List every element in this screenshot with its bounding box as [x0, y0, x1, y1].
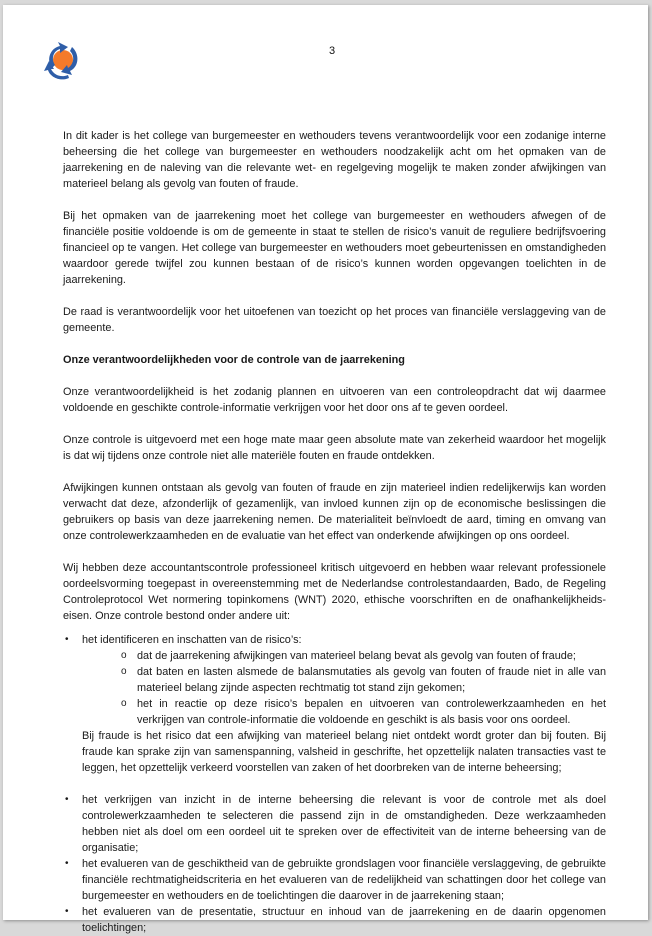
sub-bullet-icon: o: [121, 698, 127, 709]
sub-bullet-icon: o: [121, 666, 127, 677]
paragraph: Bij het opmaken van de jaarrekening moet het college van burgemeester en wethouders afwegen of de financiële positie voldoende is om de gemeente in staat te stellen de risico’s vanuit de reguliere bedrijfsvoering financieel op te vangen. Het college van burgemeester en wethouders moet gebeurtenissen en omstandigheden waardoor gerede twijfel zou kunnen bestaan of de risico’s kunnen worden opgevangen toelichten in de jaarrekening.: [63, 210, 606, 286]
document-body: [63, 128, 606, 936]
bullet-icon: •: [65, 634, 69, 645]
sub-list-item-text: het in reactie op deze risico’s bepalen en uitvoeren van controlewerkzaamheden en het verkrijgen van controle-informatie die voldoende en geschikt is als basis voor ons oordeel.: [137, 698, 606, 726]
sub-list-item: [121, 696, 606, 728]
list-item: [63, 632, 606, 776]
paragraph: Onze controle is uitgevoerd met een hoge mate maar geen absolute mate van zekerheid waardoor het mogelijk is dat wij tijdens onze controle niet alle materiële fouten en fraude ontdekken.: [63, 434, 606, 462]
bullet-list: [63, 632, 606, 936]
list-item: [63, 792, 606, 856]
circular-arrows-logo-icon: [42, 38, 82, 82]
list-item: [63, 856, 606, 904]
list-item: [63, 904, 606, 936]
list-item-text: het evalueren van de presentatie, structuur en inhoud van de jaarrekening en de daarin opgenomen toelichtingen;: [82, 906, 606, 934]
sub-list-item-text: dat baten en lasten alsmede de balansmutaties als gevolg van fouten of fraude niet in alle van materieel belang zijnde aspecten rechtmatig tot stand zijn gekomen;: [137, 666, 606, 694]
bullet-icon: •: [65, 906, 69, 917]
bullet-icon: •: [65, 794, 69, 805]
paragraph: De raad is verantwoordelijk voor het uitoefenen van toezicht op het proces van financiële verslaggeving van de gemeente.: [63, 306, 606, 334]
list-item-text: het identificeren en inschatten van de risico’s:: [82, 634, 302, 646]
sub-bullet-list: [82, 648, 606, 728]
paragraph: In dit kader is het college van burgemeester en wethouders tevens verantwoordelijk voor een zodanige interne beheersing die het college van burgemeester en wethouders noodzakelijk acht om het opmaken van de jaarrekening en de naleving van die relevante wet- en regelgeving mogelijk te maken zonder afwijkingen van materieel belang als gevolg van fouten of fraude.: [63, 130, 606, 190]
sub-bullet-icon: o: [121, 650, 127, 661]
paragraph: Wij hebben deze accountantscontrole professioneel kritisch uitgevoerd en hebben waar relevant professionele oordeelsvorming toegepast in overeenstemming met de Nederlandse controlestandaarden, Bado, de Regeling Controleprotocol Wet normering topinkomens (WNT) 2020, ethische voorschriften en de onafhankelijkheids-eisen. Onze controle bestond onder andere uit:: [63, 562, 606, 622]
sub-list-item-text: dat de jaarrekening afwijkingen van materieel belang bevat als gevolg van fouten of fraude;: [137, 650, 576, 662]
document-page: [3, 5, 648, 934]
fraud-note: Bij fraude is het risico dat een afwijking van materieel belang niet ontdekt wordt groter dan bij fouten. Bij fraude kan sprake zijn van samenspanning, valsheid in geschrifte, het opzettelijk nalaten transacties vast te leggen, het opzettelijk verkeerd voorstellen van zaken of het doorbreken van de interne beheersing;: [82, 730, 606, 774]
list-item-text: het verkrijgen van inzicht in de interne beheersing die relevant is voor de controle met als doel controlewerkzaamheden te selecteren die passend zijn in de omstandigheden. Deze werkzaamheden hebben niet als doel om een oordeel uit te spreken over de effectiviteit van de interne beheersing van de organisatie;: [82, 794, 606, 854]
page-number: 3: [329, 45, 336, 57]
paragraph: Afwijkingen kunnen ontstaan als gevolg van fouten of fraude en zijn materieel indien redelijkerwijs kan worden verwacht dat deze, afzonderlijk of gezamenlijk, van invloed kunnen zijn op de economische beslissingen die gebruikers op basis van deze jaarrekening nemen. De materialiteit beïnvloedt de aard, timing en omvang van onze controlewerkzaamheden en de evaluatie van het effect van onderkende afwijkingen op ons oordeel.: [63, 482, 606, 542]
sub-list-item: [121, 664, 606, 696]
bullet-icon: •: [65, 858, 69, 869]
sub-list-item: [121, 648, 606, 664]
section-heading: Onze verantwoordelijkheden voor de controle van de jaarrekening: [63, 354, 405, 366]
list-item-text: het evalueren van de geschiktheid van de gebruikte grondslagen voor financiële verslaggeving, de gebruikte financiële rechtmatigheidscriteria en het evalueren van de redelijkheid van schattingen door het college van burgemeester en wethouders en de toelichtingen die daarover in de jaarrekening staan;: [82, 858, 606, 902]
paragraph: Onze verantwoordelijkheid is het zodanig plannen en uitvoeren van een controleopdracht dat wij daarmee voldoende en geschikte controle-informatie verkrijgen voor het door ons af te geven oordeel.: [63, 386, 606, 414]
